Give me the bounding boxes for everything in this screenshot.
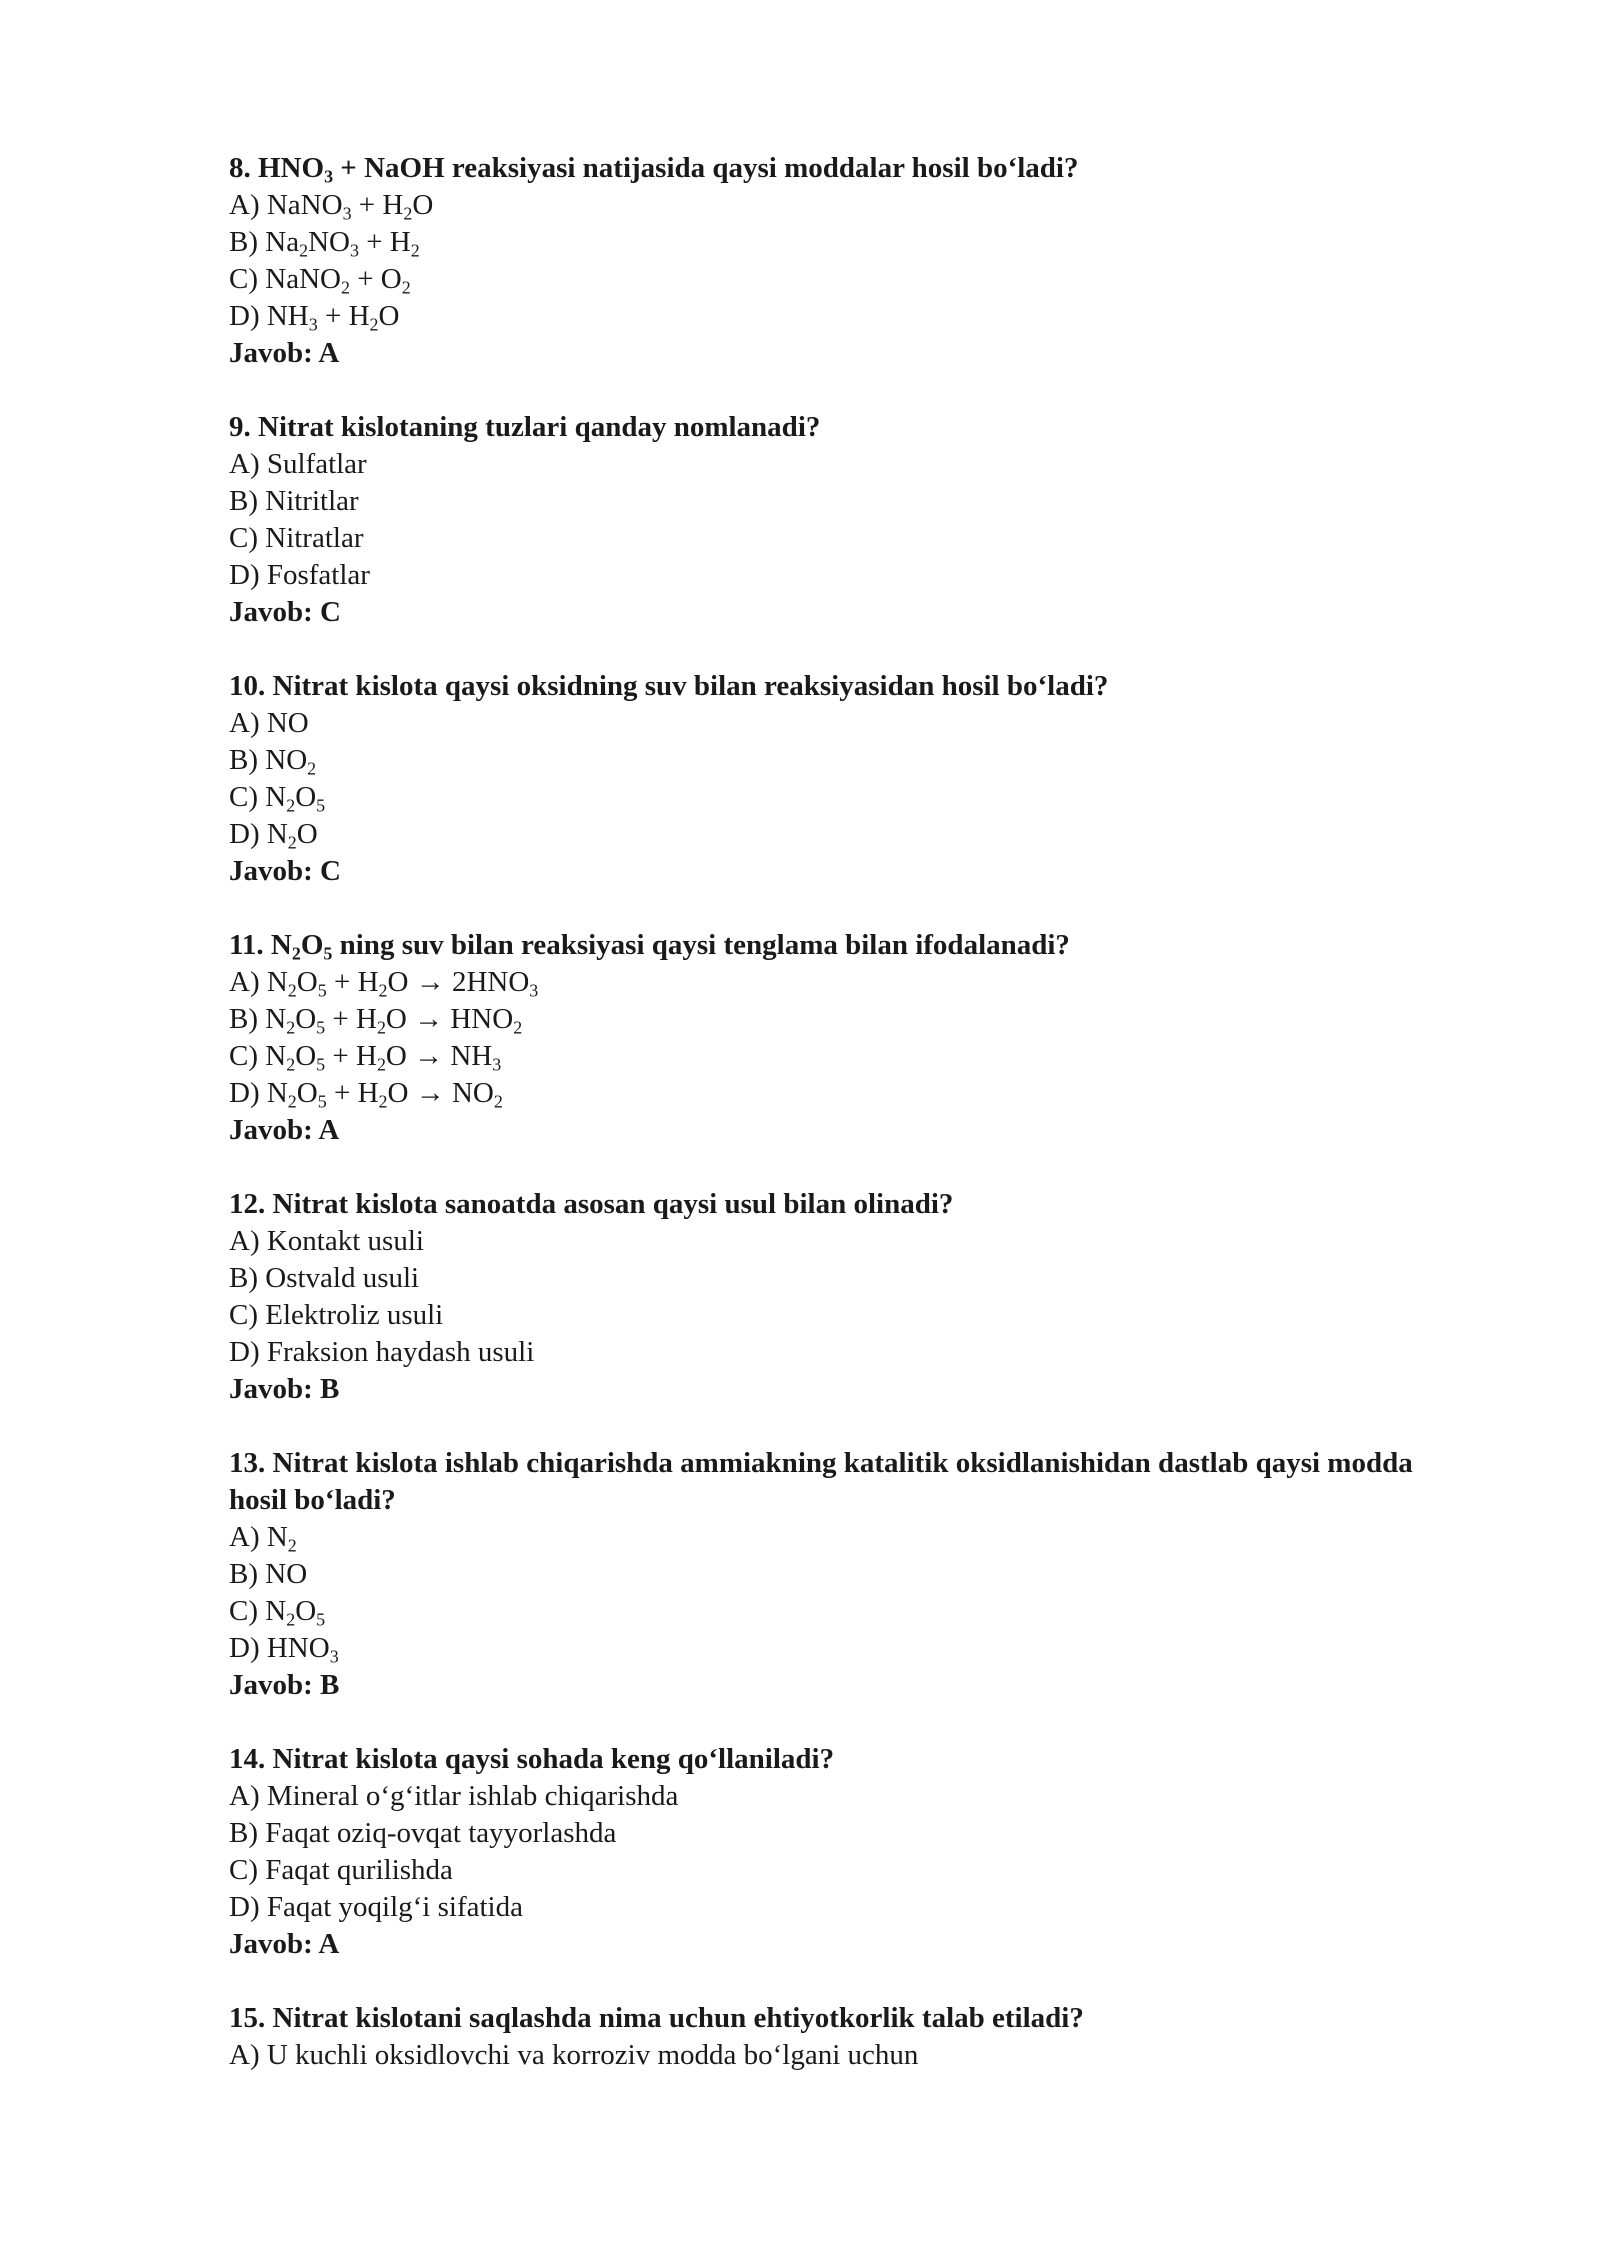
answer-option: C) $N_2O_5 + H_2O \to NH_3$ (229, 1040, 502, 1075)
answer-option: B) Nitritlar (229, 485, 359, 517)
correct-answer: Javob: C (229, 596, 341, 628)
answer-option: A) U kuchli oksidlovchi va korroziv modda bo‘lgani uchun (229, 2039, 919, 2071)
answer-option: B) $Na_2NO_3 + H_2$ (229, 226, 420, 261)
question-block (229, 150, 1469, 372)
answer-option: D) $NH_3 + H_2O$ (229, 300, 400, 335)
correct-answer: Javob: A (229, 1114, 340, 1146)
correct-answer: Javob: A (229, 337, 340, 369)
answer-option: C) NaNO$_2$ + $O_2$ (229, 263, 411, 298)
question-text: 12. Nitrat kislota sanoatda asosan qaysi usul bilan olinadi? (229, 1188, 954, 1220)
answer-option: A) Sulfatlar (229, 448, 367, 480)
answer-option: B) Ostvald usuli (229, 1262, 420, 1294)
question-text: 11. $N_2O_5$ ning suv bilan reaksiyasi qaysi tenglama bilan ifodalanadi? (229, 929, 1070, 964)
question-block (229, 668, 1469, 890)
answer-option: C) $N_2O_5$ (229, 1595, 326, 1630)
question-block (229, 2000, 1469, 2074)
question-text: 8. $HNO_3$ + NaOH reaksiyasi natijasida qaysi moddalar hosil bo‘ladi? (229, 152, 1079, 187)
question-block (229, 1186, 1469, 1408)
question-text: 14. Nitrat kislota qaysi sohada keng qo‘llaniladi? (229, 1743, 835, 1775)
question-block (229, 1445, 1469, 1704)
correct-answer: Javob: A (229, 1928, 340, 1960)
answer-option: B) $N_2O_5 + H_2O \to HNO_2$ (229, 1003, 523, 1038)
answer-option: D) Faqat yoqilg‘i sifatida (229, 1891, 523, 1923)
correct-answer: Javob: B (229, 1669, 340, 1701)
answer-option: D) Fosfatlar (229, 559, 370, 591)
question-text: 15. Nitrat kislotani saqlashda nima uchun ehtiyotkorlik talab etiladi? (229, 2002, 1084, 2034)
question-text: 13. Nitrat kislota ishlab chiqarishda ammiakning katalitik oksidlanishidan dastlab qaysi modda hosil bo‘ladi? (229, 1447, 1413, 1516)
answer-option: A) NO (229, 707, 309, 739)
question-block (229, 1741, 1469, 1963)
question-block (229, 927, 1469, 1149)
answer-option: C) Nitratlar (229, 522, 364, 554)
answer-option: A) NaNO$_3$ + $H_2O$ (229, 189, 434, 224)
answer-option: A) Kontakt usuli (229, 1225, 424, 1257)
question-text: 10. Nitrat kislota qaysi oksidning suv bilan reaksiyasidan hosil bo‘ladi? (229, 670, 1109, 702)
answer-option: C) Faqat qurilishda (229, 1854, 453, 1886)
answer-option: D) Fraksion haydash usuli (229, 1336, 535, 1368)
answer-option: D) $N_2O_5 + H_2O \to NO_2$ (229, 1077, 503, 1112)
answer-option: D) $N_2O$ (229, 818, 318, 853)
answer-option: C) Elektroliz usuli (229, 1299, 444, 1331)
quiz-content (229, 150, 1469, 2111)
answer-option: B) Faqat oziq-ovqat tayyorlashda (229, 1817, 617, 1849)
correct-answer: Javob: C (229, 855, 341, 887)
answer-option: A) Mineral o‘g‘itlar ishlab chiqarishda (229, 1780, 679, 1812)
question-block (229, 409, 1469, 631)
answer-option: A) $N_2O_5 + H_2O \to 2HNO_3$ (229, 966, 539, 1001)
correct-answer: Javob: B (229, 1373, 340, 1405)
answer-option: A) $N_2$ (229, 1521, 297, 1556)
question-text: 9. Nitrat kislotaning tuzlari qanday nomlanadi? (229, 411, 821, 443)
answer-option: B) $NO_2$ (229, 744, 317, 779)
answer-option: D) $HNO_3$ (229, 1632, 339, 1667)
answer-option: B) NO (229, 1558, 308, 1590)
answer-option: C) $N_2O_5$ (229, 781, 326, 816)
